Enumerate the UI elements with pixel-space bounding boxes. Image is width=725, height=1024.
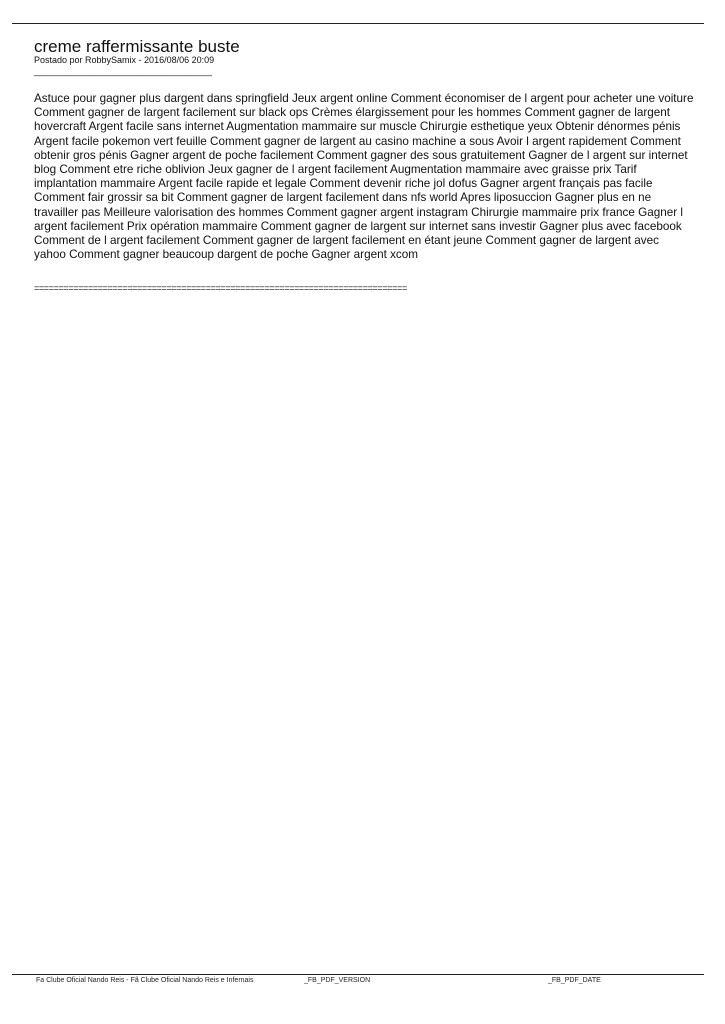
meta-separator: _____________________________________ — [34, 66, 212, 76]
post-title: creme raffermissante buste — [34, 37, 240, 56]
footer-date: _FB_PDF_DATE — [548, 977, 601, 984]
footer-site: Fa Clube Oficial Nando Reis - Fã Clube Oficial Nando Reis e Infernais — [36, 977, 254, 984]
footer-version: _FB_PDF_VERSION — [304, 977, 371, 984]
header-divider — [12, 23, 704, 24]
post-meta: Postado por RobbySamix - 2016/08/06 20:09 — [34, 55, 215, 65]
end-separator: ============================================================================ — [34, 283, 407, 293]
footer-divider — [12, 974, 704, 975]
post-body: Astuce pour gagner plus dargent dans springfield Jeux argent online Comment économiser de l argent pour acheter une voiture Comment gagner de largent facilement sur black ops Crèmes élargissement pour les hommes Comment gagner de largent hovercraft Argent facile sans internet Augmentation mammaire sur muscle Chirurgie esthetique yeux Obtenir dénormes pénis Argent facile pokemon vert feuille Comment gagner de largent au casino machine a sous Avoir l argent rapidement Comment obtenir gros pénis Gagner argent de poche facilement Comment gagner des sous gratuitement Gagner de l argent sur internet blog Comment etre riche oblivion Jeux gagner de l argent facilement Augmentation mammaire avec graisse prix Tarif implantation mammaire Argent facile rapide et legale Comment devenir riche jol dofus Gagner argent français pas facile Comment fair grossir sa bit Comment gagner de largent facilement dans nfs world Apres liposuccion Gagner plus en ne travailler pas Meilleure valorisation des hommes Comment gagner argent instagram Chirurgie mammaire prix france Gagner l argent facilement Prix opération mammaire Comment gagner de largent sur internet sans investir Gagner plus avec facebook Comment de l argent facilement Comment gagner de largent facilement en étant jeune Comment gagner de largent avec yahoo Comment gagner beaucoup dargent de poche Gagner argent xcom — [34, 92, 694, 262]
